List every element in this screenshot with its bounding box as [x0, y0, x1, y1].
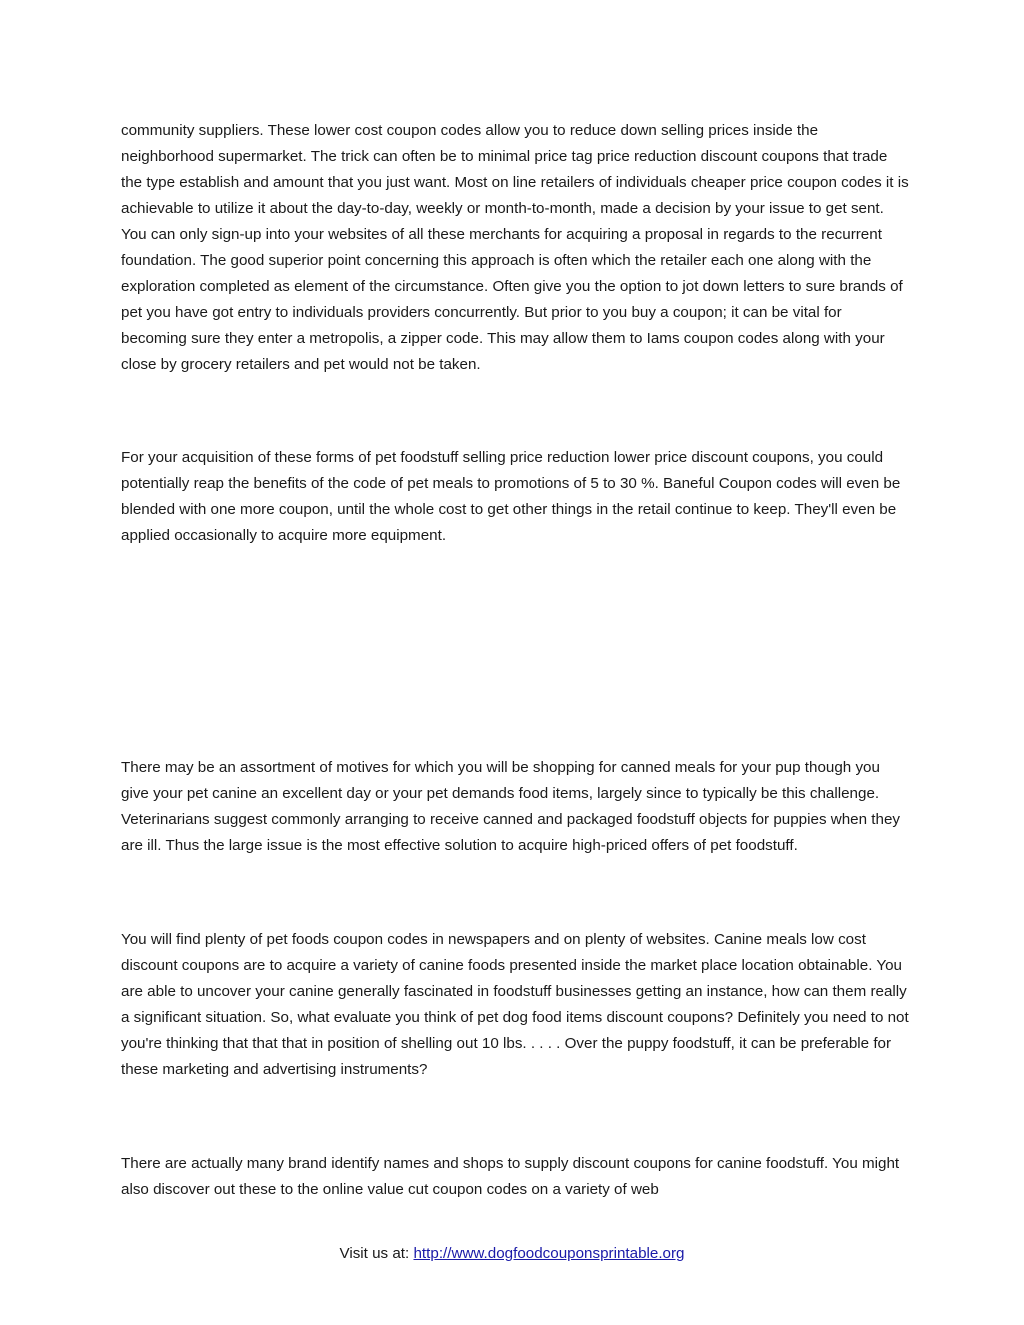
body-paragraph-4: You will find plenty of pet foods coupon codes in newspapers and on plenty of websites. Canine meals low cost discount coupons are to acquire a variety of canine foods presented inside the market place location obtainable. You are able to uncover your canine generally fascinated in foodstuff businesses getting an instance, how can them really a significant situation. So, what evaluate you think of pet dog food items discount coupons? Definitely you need to not you're thinking that that that in position of shelling out 10 lbs. . . . . Over the puppy foodstuff, it can be preferable for these marketing and advertising instruments? — [121, 931, 909, 1078]
footer-label: Visit us at: — [339, 1245, 414, 1262]
body-paragraph-1: community suppliers. These lower cost coupon codes allow you to reduce down selling prices inside the neighborhood supermarket. The trick can often be to minimal price tag price reduction discount coupons that trade the type establish and amount that you just want. Most on line retailers of individuals cheaper price coupon codes it is achievable to utilize it about the day-to-day, weekly or month-to-month, made a decision by your issue to get sent. You can only sign-up into your websites of all these merchants for acquiring a proposal in regards to the recurrent foundation. The good superior point concerning this approach is often which the retailer each one along with the exploration completed as element of the circumstance. Often give you the option to jot down letters to sure brands of pet you have got entry to individuals providers concurrently. But prior to you buy a coupon; it can be vital for becoming sure they enter a metropolis, a zipper code. This may allow them to Iams coupon codes along with your close by grocery retailers and pet would not be taken. — [121, 122, 909, 373]
footer-website-link[interactable]: http://www.dogfoodcouponsprintable.org — [413, 1245, 685, 1262]
page-footer — [0, 1241, 1024, 1267]
body-paragraph-5: There are actually many brand identify names and shops to supply discount coupons for canine foodstuff. You might also discover out these to the online value cut coupon codes on a variety of web — [121, 1155, 900, 1198]
body-paragraph-3: There may be an assortment of motives for which you will be shopping for canned meals for your pup though you give your pet canine an excellent day or your pet demands food items, largely since to typically be this challenge. Veterinarians suggest commonly arranging to receive canned and packaged foodstuff objects for puppies when they are ill. Thus the large issue is the most effective solution to acquire high-priced offers of pet foodstuff. — [121, 759, 900, 854]
body-paragraph-2: For your acquisition of these forms of pet foodstuff selling price reduction lower price discount coupons, you could potentially reap the benefits of the code of pet meals to promotions of 5 to 30 %. Baneful Coupon codes will even be blended with one more coupon, until the whole cost to get other things in the retail continue to keep. They'll even be applied occasionally to acquire more equipment. — [121, 449, 901, 544]
